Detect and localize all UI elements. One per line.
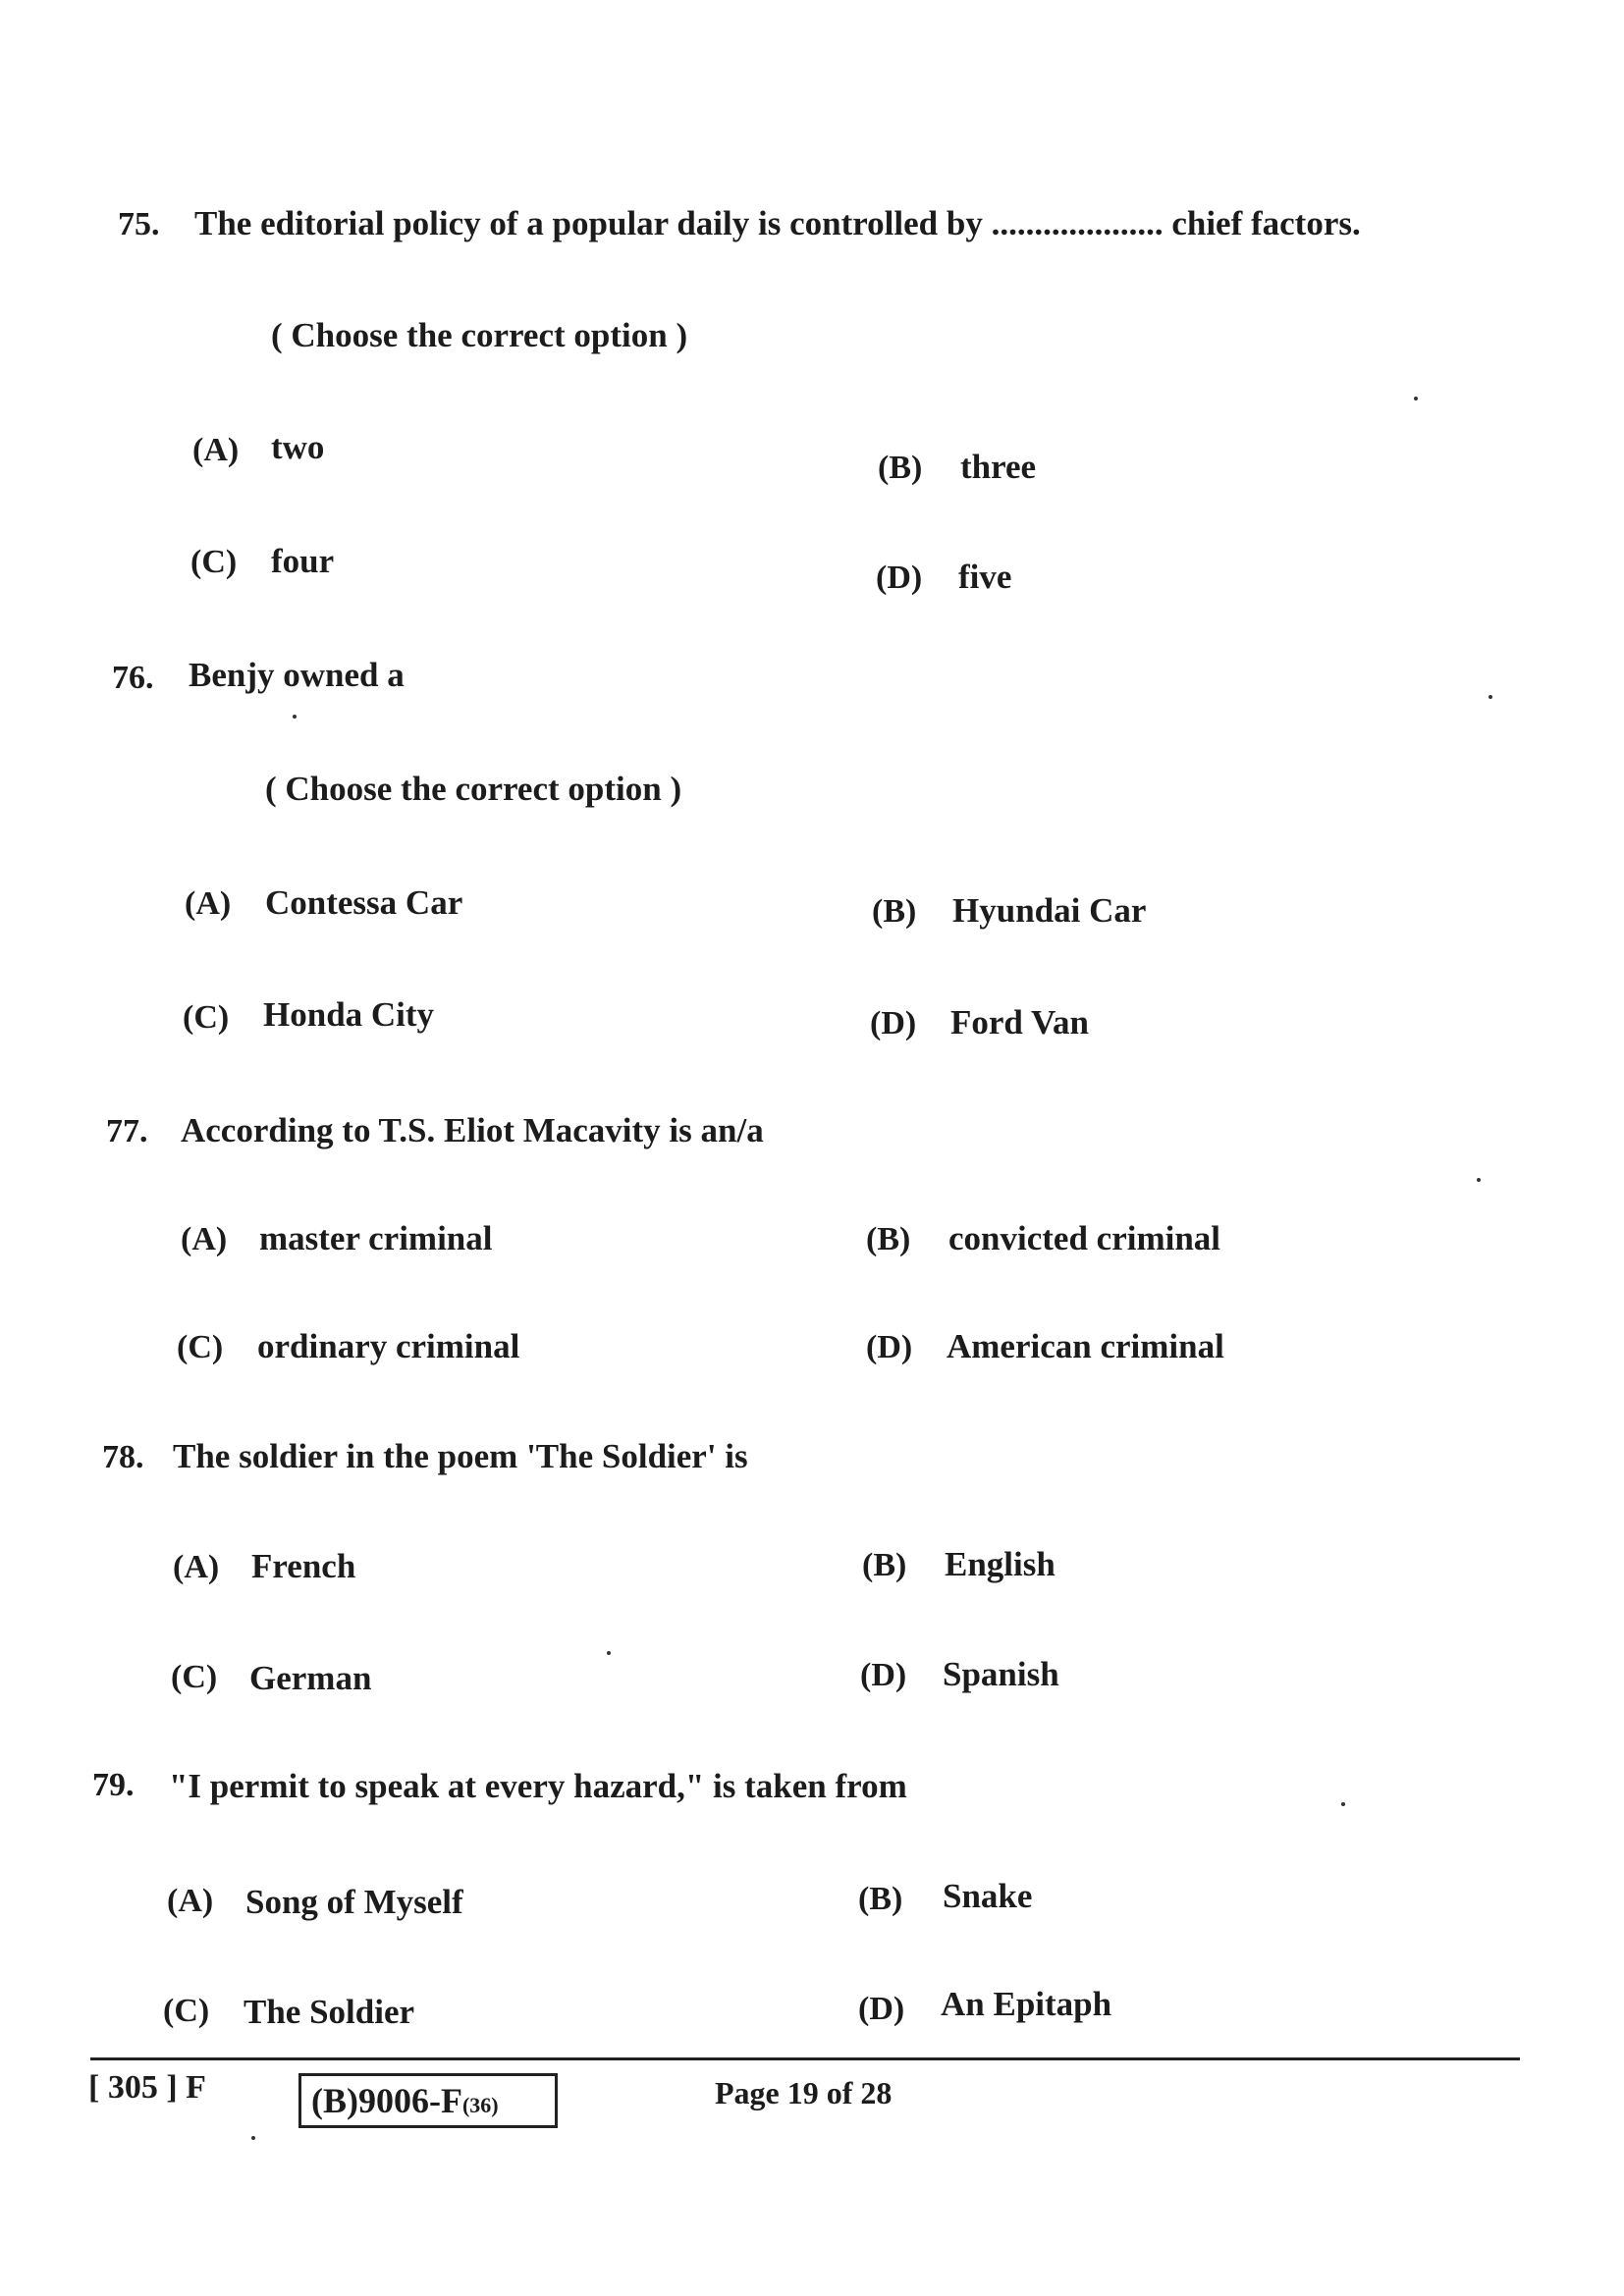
question-number: 79. (92, 1767, 135, 1803)
option-letter-b: (B) (858, 1881, 903, 1917)
question-booklet-code (298, 2073, 558, 2128)
option-text-c: Honda City (263, 995, 435, 1034)
question-text: The soldier in the poem 'The Soldier' is (173, 1437, 748, 1475)
option-text-b: three (960, 448, 1037, 486)
question-number: 75. (118, 206, 160, 242)
question-number: 76. (112, 660, 154, 696)
question-text: The editorial policy of a popular daily is controlled by .................... chief factors. (194, 204, 1361, 242)
option-text-c: four (271, 542, 335, 580)
option-text-a: two (271, 428, 325, 466)
scan-speck (607, 1651, 611, 1655)
option-text-a: Song of Myself (245, 1883, 463, 1921)
option-letter-c: (C) (190, 544, 238, 580)
code-main: (B)9006-F (311, 2081, 462, 2120)
option-letter-b: (B) (878, 450, 923, 486)
option-text-b: Snake (943, 1877, 1033, 1915)
paper-id: [ 305 ] F (88, 2069, 206, 2106)
scan-speck (1414, 397, 1418, 400)
option-letter-b: (B) (866, 1221, 911, 1257)
scan-speck (1489, 695, 1492, 699)
question-text: According to T.S. Eliot Macavity is an/a (181, 1111, 764, 1149)
option-letter-b: (B) (872, 893, 917, 930)
option-text-b: convicted criminal (948, 1219, 1221, 1257)
option-letter-d: (D) (860, 1657, 907, 1693)
code-sub: (36) (461, 2093, 499, 2117)
option-letter-a: (A) (181, 1221, 228, 1257)
question-text: Benjy owned a (189, 656, 405, 694)
option-letter-a: (A) (167, 1883, 214, 1919)
option-letter-b: (B) (862, 1547, 907, 1583)
question-number: 78. (102, 1439, 144, 1475)
scan-speck (251, 2136, 255, 2140)
option-text-b: English (945, 1545, 1056, 1583)
page-number: Page 19 of 28 (715, 2075, 893, 2110)
option-letter-c: (C) (183, 999, 230, 1036)
scan-speck (1341, 1802, 1345, 1806)
scan-speck (1477, 1178, 1481, 1182)
option-letter-a: (A) (185, 885, 232, 922)
option-letter-d: (D) (876, 560, 923, 596)
option-letter-d: (D) (866, 1329, 913, 1365)
option-text-c: The Soldier (244, 1993, 415, 2031)
question-text: "I permit to speak at every hazard," is taken from (169, 1767, 907, 1805)
question-instruction: ( Choose the correct option ) (265, 770, 682, 808)
option-letter-a: (A) (192, 432, 240, 468)
question-instruction: ( Choose the correct option ) (271, 316, 688, 354)
option-letter-d: (D) (870, 1005, 917, 1041)
option-letter-c: (C) (171, 1659, 218, 1695)
option-letter-d: (D) (858, 1991, 905, 2027)
option-text-b: Hyundai Car (952, 891, 1147, 930)
option-letter-c: (C) (163, 1993, 210, 2029)
option-text-a: French (251, 1547, 356, 1585)
option-text-d: Spanish (943, 1655, 1059, 1693)
option-letter-c: (C) (177, 1329, 224, 1365)
option-text-a: master criminal (259, 1219, 493, 1257)
option-text-c: German (249, 1659, 372, 1697)
option-text-d: five (958, 558, 1012, 596)
footer-divider (90, 2057, 1520, 2060)
option-text-d: Ford Van (950, 1003, 1090, 1041)
option-letter-a: (A) (173, 1549, 220, 1585)
option-text-d: An Epitaph (941, 1985, 1112, 2023)
option-text-c: ordinary criminal (257, 1327, 520, 1365)
question-number: 77. (106, 1113, 148, 1149)
scan-speck (293, 715, 297, 719)
option-text-d: American criminal (947, 1327, 1224, 1365)
option-text-a: Contessa Car (265, 883, 463, 922)
